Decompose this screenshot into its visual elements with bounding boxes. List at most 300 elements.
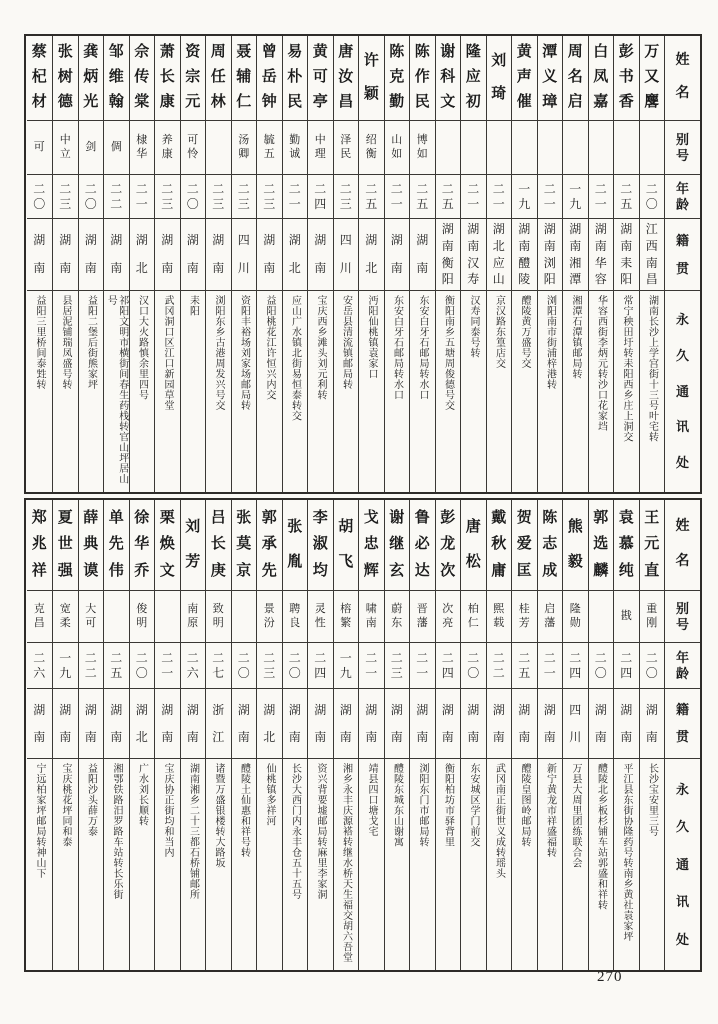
alias-cell: 大 可	[79, 590, 104, 642]
entry-column	[154, 36, 180, 492]
name-cell: 陈 作 民	[414, 44, 430, 111]
name-cell: 许 颖	[363, 52, 379, 102]
entry-column	[588, 500, 614, 970]
age-cell: 二 一	[461, 174, 486, 218]
alias-cell	[206, 120, 231, 174]
native-cell: 湖 南	[79, 218, 104, 290]
age-cell: 二 二	[487, 642, 512, 688]
address-text: 浏阳东门市邮局转	[417, 763, 428, 847]
name-cell: 郭 选 麟	[593, 509, 609, 579]
address-text: 诸暨万盛银楼转大路坂	[213, 763, 224, 868]
name-cell: 戈 忠 辉	[363, 509, 379, 579]
native-cell: 湖 南	[181, 688, 206, 758]
name-cell: 潭 义 璋	[542, 44, 558, 111]
age-cell: 二 一	[487, 174, 512, 218]
address-cell	[257, 290, 282, 492]
native-cell: 湖 南 浏 阳	[538, 218, 563, 290]
alias-cell: 蔚 东	[385, 590, 410, 642]
age-cell: 二 一	[130, 174, 155, 218]
alias-cell: 博 如	[410, 120, 435, 174]
entry-column	[511, 500, 537, 970]
header-age: 年 龄	[665, 174, 700, 218]
address-cell	[79, 758, 104, 970]
name-cell: 刘 芳	[185, 518, 201, 570]
age-cell: 二 一	[155, 642, 180, 688]
age-cell: 二 〇	[640, 174, 665, 218]
address-text: 宝庆桃花坪同和泰	[60, 763, 71, 847]
age-cell: 二 五	[359, 174, 384, 218]
alias-cell	[614, 120, 639, 174]
age-cell: 二 五	[410, 174, 435, 218]
entry-column	[613, 36, 639, 492]
age-cell: 二 三	[53, 174, 78, 218]
native-cell: 湖 北	[283, 218, 308, 290]
name-cell: 万 又 麐	[644, 44, 660, 111]
address-text: 东安城区学门前交	[468, 763, 479, 847]
address-text: 资兴背要墟邮局转麻里李家洞	[315, 763, 326, 900]
address-text: 常宁秧田圩转耒阳西乡庄上洞交	[621, 295, 632, 442]
alias-cell: 戡	[614, 590, 639, 642]
native-cell: 四 川	[334, 218, 359, 290]
native-cell: 湖 南	[308, 218, 333, 290]
entry-column	[409, 36, 435, 492]
age-cell: 二 二	[104, 174, 129, 218]
address-cell	[27, 290, 53, 492]
native-cell: 四 川	[232, 218, 257, 290]
entry-column	[384, 36, 410, 492]
alias-cell: 毓 五	[257, 120, 282, 174]
alias-cell: 可 怜	[181, 120, 206, 174]
native-cell: 湖 南	[283, 688, 308, 758]
age-cell: 二 五	[436, 174, 461, 218]
address-cell	[436, 290, 461, 492]
alias-cell	[538, 120, 563, 174]
entry-column	[103, 36, 129, 492]
entry-column	[27, 36, 53, 492]
alias-cell: 桂 芳	[512, 590, 537, 642]
address-text: 益阳桃花江许恒兴内交	[264, 295, 275, 400]
native-cell: 湖 南 醴 陵	[512, 218, 537, 290]
age-cell: 二 〇	[181, 174, 206, 218]
name-cell: 唐 松	[465, 518, 481, 570]
page-number: 270	[597, 969, 623, 985]
alias-cell	[563, 120, 588, 174]
address-cell	[334, 290, 359, 492]
age-cell: 二 三	[232, 174, 257, 218]
name-cell: 薛 典 谟	[83, 509, 99, 579]
name-cell: 黄 可 亭	[312, 44, 328, 111]
address-cell	[512, 758, 537, 970]
header-alias: 别 号	[665, 590, 700, 642]
address-cell	[410, 290, 435, 492]
age-cell: 二 一	[283, 174, 308, 218]
age-cell: 二 三	[334, 174, 359, 218]
native-cell: 湖 南 汉 寿	[461, 218, 486, 290]
address-cell	[589, 758, 614, 970]
alias-cell: 致 明	[206, 590, 231, 642]
name-cell: 萧 长 康	[159, 44, 175, 111]
entry-column	[409, 500, 435, 970]
alias-cell: 棣 华	[130, 120, 155, 174]
age-cell: 一 九	[563, 174, 588, 218]
name-cell: 邹 维 翰	[108, 44, 124, 111]
address-cell	[130, 758, 155, 970]
address-text: 浏阳东乡古港周发兴号交	[213, 295, 224, 411]
native-cell: 江 西 南 昌	[640, 218, 665, 290]
address-text: 万县大周里团练联合会	[570, 763, 581, 868]
name-cell: 鲁 必 达	[414, 509, 430, 579]
name-cell: 熊 毅	[567, 518, 583, 570]
name-cell: 资 宗 元	[185, 44, 201, 111]
age-cell: 二 四	[563, 642, 588, 688]
alias-cell: 榕 繁	[334, 590, 359, 642]
address-cell	[155, 758, 180, 970]
entry-column	[588, 36, 614, 492]
name-cell: 徐 华 乔	[134, 509, 150, 579]
age-cell: 二 〇	[27, 174, 53, 218]
native-cell: 湖 南	[308, 688, 333, 758]
address-text: 衡阳柏坊市驿背里	[442, 763, 454, 847]
alias-cell: 隆 勋	[563, 590, 588, 642]
address-cell	[27, 758, 53, 970]
alias-cell: 泽 民	[334, 120, 359, 174]
age-cell: 二 〇	[589, 642, 614, 688]
native-cell: 湖 南	[155, 218, 180, 290]
name-cell: 唐 汝 昌	[338, 44, 354, 111]
address-cell	[512, 290, 537, 492]
header-address: 永 久 通 讯 处	[665, 758, 700, 970]
native-cell: 浙 江	[206, 688, 231, 758]
entry-column	[205, 500, 231, 970]
name-cell: 黄 声 催	[516, 44, 532, 111]
entry-column	[282, 500, 308, 970]
age-cell: 二 四	[308, 642, 333, 688]
entry-column	[129, 36, 155, 492]
alias-cell	[589, 120, 614, 174]
address-cell	[461, 758, 486, 970]
address-text: 汉口大火路慎余里四号	[136, 295, 148, 400]
address-cell	[53, 758, 78, 970]
name-cell: 刘 琦	[491, 52, 507, 102]
header-native: 籍 贯	[665, 688, 700, 758]
address-text: 衡阳南乡五塘周俊德号交	[442, 295, 454, 411]
alias-cell: 聘 良	[283, 590, 308, 642]
address-text: 广水刘长顺转	[136, 763, 148, 826]
entry-column	[358, 36, 384, 492]
name-cell: 彭 书 香	[618, 44, 634, 111]
address-cell	[206, 290, 231, 492]
name-cell: 谢 科 文	[440, 44, 456, 111]
header-native: 籍 贯	[665, 218, 700, 290]
alias-cell	[512, 120, 537, 174]
alias-cell: 养 康	[155, 120, 180, 174]
entry-column	[639, 36, 665, 492]
alias-cell: 宽 柔	[53, 590, 78, 642]
age-cell: 二 〇	[232, 642, 257, 688]
entry-column	[52, 500, 78, 970]
entry-column	[460, 36, 486, 492]
address-text: 湘鄂铁路汨罗路车站转长乐街	[111, 763, 122, 900]
address-text: 东安白牙石邮局转水口	[391, 295, 403, 400]
alias-cell: 啸 南	[359, 590, 384, 642]
address-cell	[359, 290, 384, 492]
age-cell: 二 一	[538, 174, 563, 218]
name-cell: 易 朴 民	[287, 44, 303, 111]
address-text: 醴陵北乡板杉铺车站郭盛和祥转	[595, 763, 607, 910]
address-cell	[130, 290, 155, 492]
address-cell	[359, 758, 384, 970]
entry-column	[282, 36, 308, 492]
address-cell	[563, 758, 588, 970]
header-age: 年 龄	[665, 642, 700, 688]
age-cell: 二 四	[436, 642, 461, 688]
native-cell: 湖 南	[257, 218, 282, 290]
address-cell	[206, 758, 231, 970]
address-cell	[487, 758, 512, 970]
header-alias: 别 号	[665, 120, 700, 174]
native-cell: 湖 南	[27, 688, 53, 758]
name-cell: 李 淑 均	[312, 509, 328, 579]
alias-cell: 重 刚	[640, 590, 665, 642]
name-cell: 周 名 启	[567, 44, 583, 111]
native-cell: 湖 南	[436, 688, 461, 758]
address-cell	[181, 758, 206, 970]
native-cell: 湖 南	[461, 688, 486, 758]
header-address: 永 久 通 讯 处	[665, 290, 700, 492]
address-cell	[334, 758, 359, 970]
address-text: 湖南湘乡二十三都石桥铺邮所	[187, 763, 199, 900]
name-cell: 郑 兆 祥	[31, 509, 47, 579]
address-cell	[538, 758, 563, 970]
address-text: 安岳县清流镇邮局转	[340, 295, 352, 390]
entry-column	[562, 500, 588, 970]
address-cell	[232, 290, 257, 492]
address-text: 东安白牙石邮局转水口	[417, 295, 428, 400]
entry-column	[256, 500, 282, 970]
entry-column	[180, 500, 206, 970]
native-cell: 湖 南	[512, 688, 537, 758]
address-text: 长沙大西门内永丰仓五十五号	[289, 763, 301, 900]
native-cell: 湖 南	[79, 688, 104, 758]
alias-cell: 晋 藩	[410, 590, 435, 642]
alias-cell: 山 如	[385, 120, 410, 174]
native-cell: 湖 南	[53, 688, 78, 758]
address-cell	[283, 758, 308, 970]
native-cell: 湖 南	[104, 218, 129, 290]
address-cell	[385, 290, 410, 492]
name-cell: 王 元 直	[644, 509, 660, 579]
address-cell	[181, 290, 206, 492]
entry-column	[537, 500, 563, 970]
name-cell: 吕 长 庚	[210, 509, 226, 579]
native-cell: 湖 南	[385, 218, 410, 290]
address-text: 武冈洞口区江口新园草堂	[162, 295, 173, 411]
address-cell	[308, 290, 333, 492]
entry-column	[307, 500, 333, 970]
address-text: 华容西街李炳元转沙口花家垱	[595, 295, 607, 432]
alias-cell: 克 昌	[27, 590, 53, 642]
native-cell: 湖 南	[104, 688, 129, 758]
age-cell: 二 〇	[130, 642, 155, 688]
alias-cell	[155, 590, 180, 642]
entry-column	[103, 500, 129, 970]
native-cell: 湖 南	[487, 688, 512, 758]
native-cell: 湖 南	[206, 218, 231, 290]
age-cell: 二 七	[206, 642, 231, 688]
address-text: 浏阳南市街浦梓港转	[544, 295, 556, 390]
native-cell: 湖 南	[614, 688, 639, 758]
alias-cell: 柏 仁	[461, 590, 486, 642]
address-text: 平江县东街协隆药号转南乡黄社袁家坪	[621, 763, 632, 942]
name-cell: 周 任 林	[210, 44, 226, 111]
name-cell: 贺 爱 匡	[516, 509, 532, 579]
age-cell: 二 二	[79, 642, 104, 688]
address-text: 益阳三里桥间泰甡转	[34, 295, 45, 390]
name-cell: 曾 岳 钟	[261, 44, 277, 111]
entry-column	[562, 36, 588, 492]
address-text: 仙桃镇多祥河	[264, 763, 275, 826]
age-cell: 二 六	[181, 642, 206, 688]
alias-cell: 可	[27, 120, 53, 174]
address-cell	[104, 758, 129, 970]
alias-cell: 次 亮	[436, 590, 461, 642]
age-cell: 二 六	[27, 642, 53, 688]
entry-column	[52, 36, 78, 492]
native-cell: 湖 北 应 山	[487, 218, 512, 290]
entry-column	[537, 36, 563, 492]
native-cell: 湖 南	[53, 218, 78, 290]
address-cell	[257, 758, 282, 970]
address-text: 醴陵黄万盛号交	[519, 295, 530, 369]
age-cell: 二 三	[257, 174, 282, 218]
name-cell: 夏 世 强	[57, 509, 73, 579]
alias-cell: 剑	[79, 120, 104, 174]
native-cell: 湖 南	[232, 688, 257, 758]
header-column	[664, 500, 700, 970]
native-cell: 湖 南	[410, 218, 435, 290]
entry-column	[333, 36, 359, 492]
address-text: 新宁黄龙市祥盛福转	[544, 763, 556, 858]
address-text: 祁阳文明市横街间春生药栈转官山坪居山号	[105, 295, 128, 484]
name-cell: 蔡 杞 材	[31, 44, 47, 111]
name-cell: 陈 克 勤	[389, 44, 405, 111]
alias-cell: 绍 衡	[359, 120, 384, 174]
entry-column	[486, 500, 512, 970]
age-cell: 二 五	[614, 174, 639, 218]
address-cell	[487, 290, 512, 492]
native-cell: 湖 南 耒 阳	[614, 218, 639, 290]
name-cell: 郭 承 先	[261, 509, 277, 579]
header-name: 姓 名	[675, 519, 690, 570]
entry-column	[231, 500, 257, 970]
address-cell	[461, 290, 486, 492]
age-cell: 二 〇	[283, 642, 308, 688]
age-cell: 一 九	[512, 174, 537, 218]
native-cell: 四 川	[563, 688, 588, 758]
address-cell	[232, 758, 257, 970]
alias-cell	[487, 120, 512, 174]
alias-cell: 俊 明	[130, 590, 155, 642]
entry-column	[154, 500, 180, 970]
address-cell	[79, 290, 104, 492]
age-cell: 二 四	[614, 642, 639, 688]
age-cell: 二 〇	[79, 174, 104, 218]
age-cell: 二 四	[308, 174, 333, 218]
alias-cell	[232, 590, 257, 642]
entry-column	[511, 36, 537, 492]
native-cell: 湖 北	[130, 218, 155, 290]
entry-column	[639, 500, 665, 970]
alias-cell: 倜	[104, 120, 129, 174]
name-cell: 龚 炳 光	[83, 44, 99, 111]
age-cell: 二 一	[538, 642, 563, 688]
age-cell: 二 五	[104, 642, 129, 688]
entry-column	[384, 500, 410, 970]
entry-column	[333, 500, 359, 970]
native-cell: 湖 南	[640, 688, 665, 758]
native-cell: 湖 南	[589, 688, 614, 758]
entry-column	[78, 500, 104, 970]
age-cell: 二 一	[410, 642, 435, 688]
name-cell: 白 凤 嘉	[593, 44, 609, 111]
address-text: 湖南长沙上学宫街十三号叶宅转	[646, 295, 658, 442]
address-cell	[538, 290, 563, 492]
address-text: 沔阳仙桃镇袁家口	[366, 295, 377, 379]
address-text: 醴陵皇图岭邮局转	[519, 763, 530, 847]
header-name: 姓 名	[675, 53, 690, 102]
address-text: 宁远柏家坪邮局转神山下	[34, 763, 45, 879]
address-text: 京汉路东篁店交	[493, 295, 505, 369]
address-text: 益阳二堡后街熊家坪	[85, 295, 97, 390]
alias-cell: 灵 性	[308, 590, 333, 642]
name-cell: 单 先 伟	[108, 509, 124, 579]
name-cell: 袁 慕 纯	[618, 509, 634, 579]
address-cell	[283, 290, 308, 492]
address-cell	[436, 758, 461, 970]
entry-column	[180, 36, 206, 492]
address-text: 耒阳	[187, 295, 199, 316]
entry-column	[129, 500, 155, 970]
age-cell: 一 九	[334, 642, 359, 688]
name-cell: 张 胤	[287, 518, 303, 570]
address-text: 宝庆西乡滩头刘元利转	[315, 295, 326, 400]
alias-cell	[640, 120, 665, 174]
address-cell	[385, 758, 410, 970]
entry-column	[435, 36, 461, 492]
entry-column	[460, 500, 486, 970]
address-cell	[563, 290, 588, 492]
name-cell: 陈 志 成	[542, 509, 558, 579]
address-text: 县居泥铺瑞凤盛号转	[60, 295, 71, 390]
native-cell: 湖 南	[410, 688, 435, 758]
address-cell	[410, 758, 435, 970]
age-cell: 二 一	[589, 174, 614, 218]
native-cell: 湖 南	[27, 218, 53, 290]
native-cell: 湖 南	[538, 688, 563, 758]
roster-table-bottom	[24, 498, 702, 972]
alias-cell: 汤 卿	[232, 120, 257, 174]
age-cell: 二 三	[155, 174, 180, 218]
native-cell: 湖 南	[385, 688, 410, 758]
native-cell: 湖 南	[359, 688, 384, 758]
age-cell: 二 三	[257, 642, 282, 688]
address-cell	[155, 290, 180, 492]
address-text: 资阳丰裕场刘家场邮局转	[238, 295, 250, 411]
name-cell: 彭 龙 次	[440, 509, 456, 579]
address-text: 醴陵土仙惠和祥号转	[238, 763, 250, 858]
header-column	[664, 36, 700, 492]
native-cell: 湖 南	[181, 218, 206, 290]
